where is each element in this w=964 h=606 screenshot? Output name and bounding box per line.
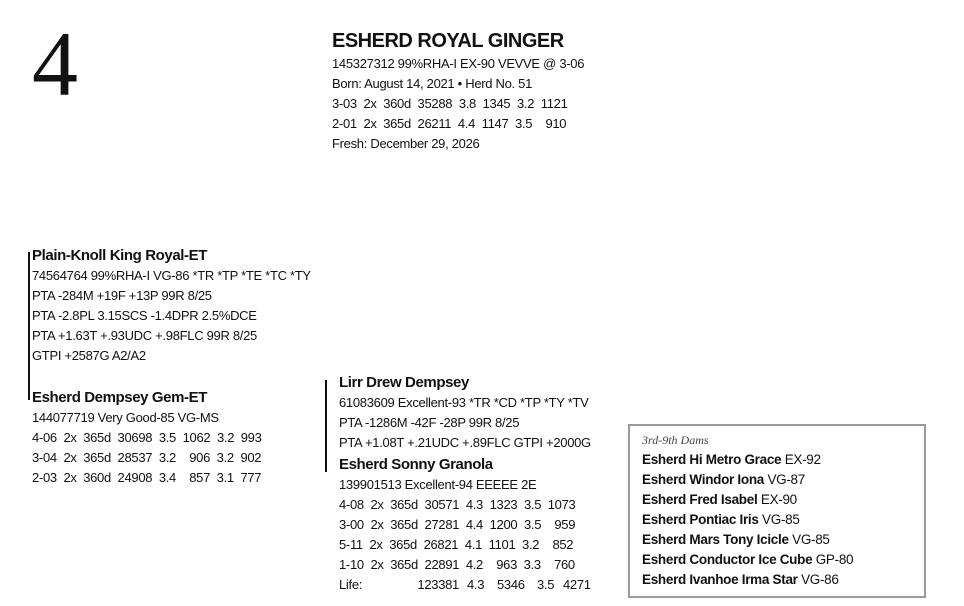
animal-registration: 145327312 99%RHA-I EX-90 VEVVE @ 3-06 bbox=[332, 56, 585, 71]
sire-line: GTPI +2587G A2/A2 bbox=[32, 348, 146, 363]
ancestral-dam-name: Esherd Conductor Ice Cube bbox=[642, 552, 813, 567]
dam-record: 4-06 2x 365d 30698 3.5 1062 3.2 993 bbox=[32, 430, 262, 445]
ancestral-dam-row bbox=[642, 510, 924, 530]
animal-fresh-date: Fresh: December 29, 2026 bbox=[332, 136, 480, 151]
animal-block bbox=[332, 28, 584, 154]
ancestral-dam-name: Esherd Hi Metro Grace bbox=[642, 452, 782, 467]
ancestral-dam-score: GP-80 bbox=[815, 552, 854, 567]
ancestral-dam-score: VG-87 bbox=[767, 472, 805, 487]
pedigree-bracket-left bbox=[28, 252, 30, 400]
sire-line: 74564764 99%RHA-I VG-86 *TR *TP *TE *TC *TY bbox=[32, 268, 311, 283]
ancestral-dams-box bbox=[628, 424, 926, 598]
maternal-granddam-record: 5-11 2x 365d 26821 4.1 1101 3.2 852 bbox=[339, 537, 574, 552]
lifetime-fat: 5346 bbox=[497, 577, 525, 592]
ancestral-dam-row bbox=[642, 470, 924, 490]
lifetime-protein: 4271 bbox=[563, 577, 591, 592]
animal-name: ESHERD ROYAL GINGER bbox=[332, 30, 564, 52]
ancestral-dam-row bbox=[642, 450, 924, 470]
sire-name: Plain-Knoll King Royal-ET bbox=[32, 247, 208, 264]
ancestral-dam-row bbox=[642, 570, 924, 590]
lifetime-protein-pct: 3.5 bbox=[537, 577, 555, 592]
maternal-granddam-block bbox=[339, 455, 591, 595]
animal-record: 3-03 2x 360d 35288 3.8 1345 3.2 1121 bbox=[332, 96, 568, 111]
ancestral-dam-name: Esherd Windor Iona bbox=[642, 472, 764, 487]
ancestral-dam-score: VG-85 bbox=[762, 512, 800, 527]
maternal-granddam-lifetime bbox=[339, 575, 591, 595]
ancestral-dam-name: Esherd Ivanhoe Irma Star bbox=[642, 572, 798, 587]
dam-record: 2-03 2x 360d 24908 3.4 857 3.1 777 bbox=[32, 470, 262, 485]
sire-line: PTA -284M +19F +13P 99R 8/25 bbox=[32, 288, 212, 303]
sire-line: PTA -2.8PL 3.15SCS -1.4DPR 2.5%DCE bbox=[32, 308, 257, 323]
dam-block bbox=[32, 388, 262, 488]
dam-name: Esherd Dempsey Gem-ET bbox=[32, 389, 207, 406]
maternal-granddam-registration: 139901513 Excellent-94 EEEEE 2E bbox=[339, 477, 537, 492]
sire-line: PTA +1.63T +.93UDC +.98FLC 99R 8/25 bbox=[32, 328, 257, 343]
maternal-grandsire-block bbox=[339, 373, 591, 453]
ancestral-dam-row bbox=[642, 550, 924, 570]
dam-record: 3-04 2x 365d 28537 3.2 906 3.2 902 bbox=[32, 450, 262, 465]
ancestral-dam-score: VG-85 bbox=[792, 532, 830, 547]
sire-block bbox=[32, 246, 311, 366]
ancestral-dam-row bbox=[642, 490, 924, 510]
ancestral-dam-name: Esherd Pontiac Iris bbox=[642, 512, 759, 527]
ancestral-dams-title: 3rd-9th Dams bbox=[642, 433, 709, 447]
ancestral-dam-name: Esherd Fred Isabel bbox=[642, 492, 758, 507]
ancestral-dam-name: Esherd Mars Tony Icicle bbox=[642, 532, 789, 547]
maternal-granddam-name: Esherd Sonny Granola bbox=[339, 456, 493, 473]
maternal-grandsire-name: Lirr Drew Dempsey bbox=[339, 374, 469, 391]
lifetime-label: Life: bbox=[339, 577, 363, 592]
pedigree-bracket-right bbox=[325, 380, 327, 472]
ancestral-dam-score: EX-92 bbox=[784, 452, 821, 467]
ancestral-dam-score: VG-86 bbox=[801, 572, 839, 587]
maternal-granddam-record: 3-00 2x 365d 27281 4.4 1200 3.5 959 bbox=[339, 517, 576, 532]
dam-registration: 144077719 Very Good-85 VG-MS bbox=[32, 410, 219, 425]
maternal-grandsire-line: PTA +1.08T +.21UDC +.89FLC GTPI +2000G bbox=[339, 435, 591, 450]
animal-record: 2-01 2x 365d 26211 4.4 1147 3.5 910 bbox=[332, 116, 567, 131]
maternal-granddam-record: 1-10 2x 365d 22891 4.2 963 3.3 760 bbox=[339, 557, 575, 572]
ancestral-dam-score: EX-90 bbox=[760, 492, 797, 507]
lifetime-fat-pct: 4.3 bbox=[467, 577, 485, 592]
animal-born: Born: August 14, 2021 • Herd No. 51 bbox=[332, 76, 533, 91]
maternal-grandsire-line: PTA -1286M -42F -28P 99R 8/25 bbox=[339, 415, 520, 430]
ancestral-dam-row bbox=[642, 530, 924, 550]
lot-number: 4 bbox=[32, 13, 78, 115]
maternal-granddam-record: 4-08 2x 365d 30571 4.3 1323 3.5 1073 bbox=[339, 497, 576, 512]
lifetime-milk: 123381 bbox=[417, 577, 459, 592]
maternal-grandsire-line: 61083609 Excellent-93 *TR *CD *TP *TY *TV bbox=[339, 395, 589, 410]
